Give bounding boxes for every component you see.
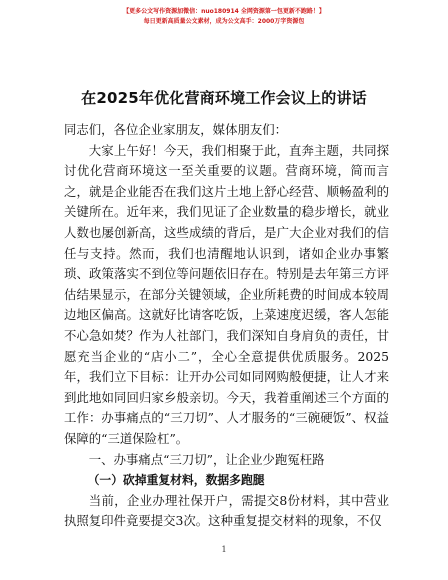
subsection-heading-1: （一）砍掉重复材料，数据多跑腿 — [87, 473, 265, 488]
document-body — [64, 120, 389, 532]
promo-banner-line2: 每日更新高质量公文素材，成为公文高手：2000万字资源包 — [143, 18, 305, 25]
page-number: 1 — [221, 545, 227, 554]
paragraph-section-1: 当前，企业办理社保开户，需提交8份材料，其中营业执照复印件竟要提交3次。这种重复提交材料的现象，不仅 — [64, 492, 389, 529]
greeting: 同志们，各位企业家朋友，媒体朋友们： — [64, 122, 288, 137]
paragraph-intro: 大家上午好！今天，我们相聚于此，直奔主题，共同探讨优化营商环境这一至关重要的议题。营商环境，简而言之，就是企业能否在我们这片土地上舒心经营、顺畅盈利的关键所在。近年来，我们见证了企业数量的稳步增长，就业人数也屡创新高，这些成绩的背后，是广大企业对我们的信任与支持。然而，我们也清醒地认识到，诸如企业办事繁琐、政策落实不到位等问题依旧存在。特别是去年第三方评估结果显示，在部分关键领域，企业所耗费的时间成本较周边地区偏高。这就好比请客吃饭，上菜速度迟缓，客人怎能不心急如焚？作为人社部门，我们深知自身肩负的责任，甘愿充当企业的“店小二”，全心全意提供优质服务。2025年，我们立下目标：让开办公司如同网购般便捷，让人才来到此地如同回归家乡般亲切。今天，我着重阐述三个方面的工作：办事痛点的“三刀切”、人才服务的“三碗硬饭”、权益保障的“三道保险杠”。 — [64, 142, 389, 446]
section-heading-1: 一、办事痛点“三刀切”，让企业少跑冤枉路 — [88, 451, 325, 467]
promo-banner-line1: 【更多公文写作资源加微信：nuo180914 全网资源第一包更新不跑路！】 — [123, 8, 325, 15]
promo-banner — [0, 7, 448, 27]
document-title: 在2025年优化营商环境工作会议上的讲话 — [81, 89, 367, 107]
